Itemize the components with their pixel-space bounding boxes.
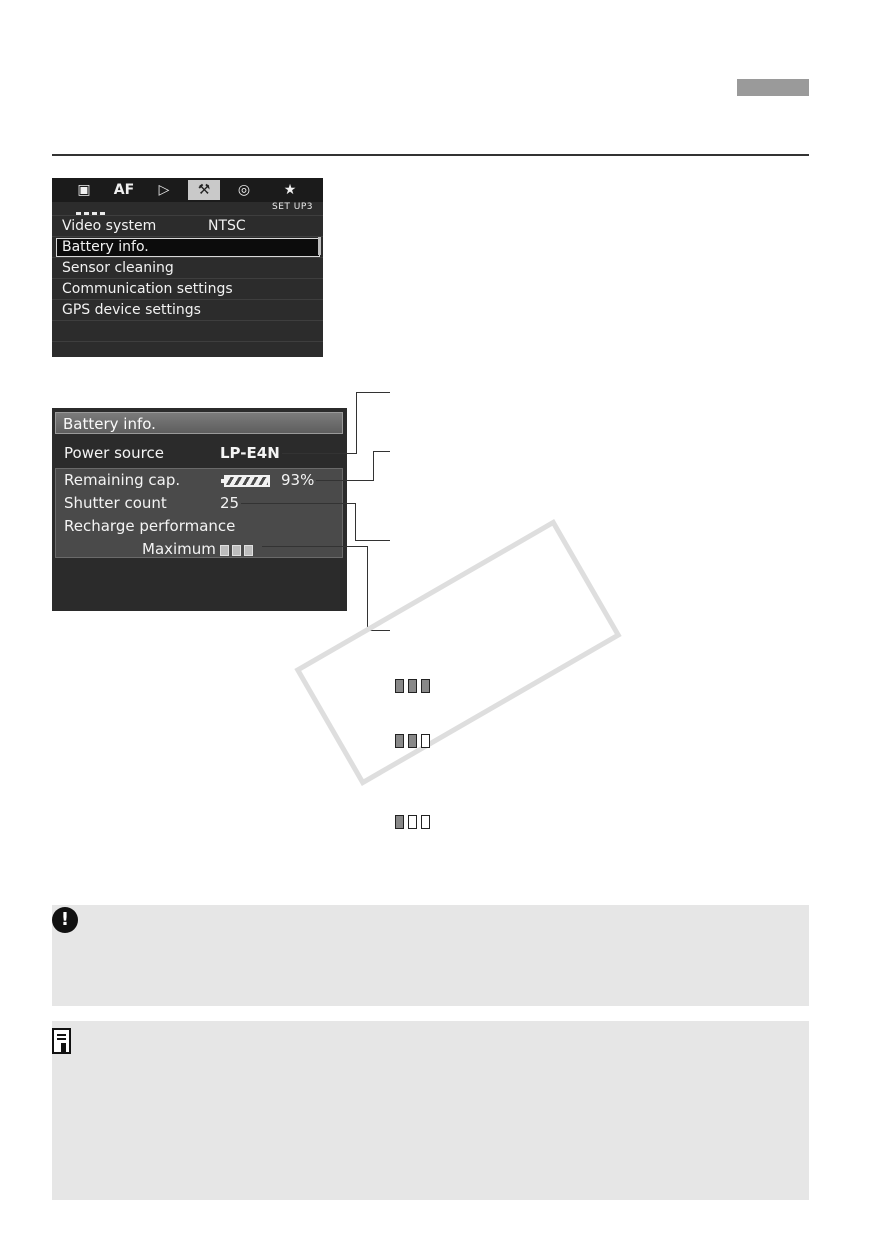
menu-item-label: GPS device settings bbox=[62, 302, 201, 318]
level-bar-icon bbox=[421, 734, 430, 748]
battery-screen-title: Battery info. bbox=[55, 412, 343, 434]
playback-icon[interactable]: ▷ bbox=[158, 182, 170, 198]
recharge-level-bars-icon bbox=[220, 543, 256, 561]
remaining-cap-value: 93% bbox=[281, 471, 315, 489]
menu-item-communication-settings[interactable] bbox=[52, 278, 323, 299]
callout-line bbox=[367, 546, 368, 630]
menu-item-label: Communication settings bbox=[62, 281, 233, 297]
custom-functions-icon[interactable]: ◎ bbox=[237, 182, 251, 198]
af-tab[interactable]: AF bbox=[113, 182, 135, 198]
menu-item-label: Sensor cleaning bbox=[62, 260, 174, 276]
callout-line bbox=[356, 392, 390, 393]
level-bar-icon bbox=[395, 679, 404, 693]
shutter-count-value: 25 bbox=[220, 494, 240, 512]
callout-line bbox=[262, 546, 367, 547]
level-bar-icon bbox=[408, 815, 417, 829]
menu-item-value: NTSC bbox=[208, 218, 246, 234]
legend-level-2 bbox=[395, 734, 434, 753]
power-source-value: LP-E4N bbox=[220, 444, 280, 462]
recharge-performance-label: Recharge performance bbox=[64, 517, 236, 535]
menu-scrollbar[interactable] bbox=[318, 237, 321, 255]
callout-line bbox=[356, 392, 357, 454]
level-bar-icon bbox=[395, 734, 404, 748]
section-tab-marker bbox=[737, 79, 809, 96]
caution-icon: ! bbox=[52, 907, 78, 933]
wrench-icon[interactable]: ⚒ bbox=[188, 180, 220, 200]
callout-line bbox=[373, 451, 390, 452]
callout-line bbox=[373, 451, 374, 481]
power-source-label: Power source bbox=[64, 444, 164, 462]
callout-line bbox=[355, 503, 356, 540]
menu-tab-bar bbox=[52, 178, 323, 202]
callout-line bbox=[241, 503, 355, 504]
remaining-cap-label: Remaining cap. bbox=[64, 471, 181, 489]
shutter-count-label: Shutter count bbox=[64, 494, 167, 512]
camera-menu-screen bbox=[52, 178, 323, 357]
header-rule bbox=[52, 154, 809, 156]
battery-info-screen bbox=[52, 408, 347, 611]
memo-icon bbox=[52, 1028, 71, 1054]
camera-icon[interactable]: ▣ bbox=[77, 182, 91, 198]
menu-page-name: SET UP3 bbox=[272, 202, 313, 212]
memo-box bbox=[52, 1021, 809, 1200]
page-dots-icon bbox=[76, 203, 108, 208]
level-bar-icon bbox=[421, 679, 430, 693]
menu-item-video-system[interactable] bbox=[52, 215, 323, 236]
level-bar-icon bbox=[408, 679, 417, 693]
level-bar-icon bbox=[408, 734, 417, 748]
menu-item-label: Battery info. bbox=[62, 239, 149, 255]
menu-item-sensor-cleaning[interactable] bbox=[52, 257, 323, 278]
legend-level-1 bbox=[395, 815, 434, 834]
legend-level-3 bbox=[395, 679, 434, 698]
callout-line bbox=[282, 453, 356, 454]
callout-line bbox=[316, 480, 373, 481]
recharge-level-label: Maximum bbox=[142, 540, 216, 558]
star-icon[interactable]: ★ bbox=[283, 182, 297, 198]
battery-level-icon bbox=[224, 475, 270, 487]
caution-box bbox=[52, 905, 809, 1006]
level-bar-icon bbox=[395, 815, 404, 829]
menu-item-empty bbox=[52, 320, 323, 341]
callout-line bbox=[355, 540, 390, 541]
menu-item-label: Video system bbox=[62, 218, 157, 234]
menu-item-gps-device-settings[interactable] bbox=[52, 299, 323, 320]
menu-item-empty bbox=[52, 341, 323, 357]
menu-item-battery-info[interactable] bbox=[52, 236, 323, 257]
level-bar-icon bbox=[421, 815, 430, 829]
